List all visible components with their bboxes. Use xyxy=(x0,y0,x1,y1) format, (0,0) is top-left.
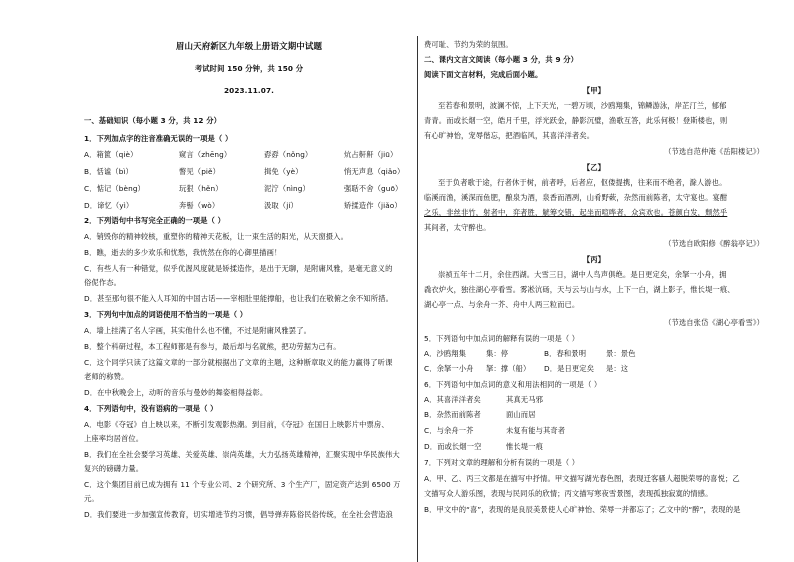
passage-jia-line: 有心旷神怡，宠辱偕忘，把酒临风，其喜洋洋者矣。 xyxy=(424,131,595,140)
right-column xyxy=(424,0,764,562)
q3-option-a: A．墙上挂满了名人字画，其实他什么也不懂，不过是附庸风雅罢了。 xyxy=(84,326,311,335)
section2-heading: 二、课内文言文阅读（每小题 3 分，共 9 分） xyxy=(424,55,579,64)
q1-row-c xyxy=(84,184,402,194)
q1-option: 窥言（zhēng） xyxy=(179,150,232,159)
q6-option: 未复有能与其奇者 xyxy=(506,426,566,435)
q1-row-d xyxy=(84,201,402,211)
q5-option: 拏：撑（船） xyxy=(486,364,531,373)
left-column xyxy=(84,0,414,562)
q5-option: 是：这 xyxy=(606,364,629,373)
q7-option-a: A．甲、乙、丙三文都是在描写中抒情。甲文描写湖光春色图，表现迁客骚人超脱荣辱的喜悦；乙 xyxy=(424,474,740,483)
q2-option-c-cont: 俗伲作态。 xyxy=(84,278,121,287)
question-1: 1．下列加点字的注音准确无误的一项是（ ） xyxy=(84,134,233,143)
q1-option: 玩狠（hěn） xyxy=(179,184,223,193)
q7-option-a-cont: 文描写众人游乐图，表现与民同乐的欣情；丙文描写寒夜雪景图，表现孤独寂寞的情感。 xyxy=(424,489,713,498)
carryover-line: 费可耻、节约为荣的氛围。 xyxy=(424,40,513,49)
q1-option: 强聒不舍（guō） xyxy=(344,184,403,193)
q6-row-a xyxy=(424,395,543,405)
q4-option-b: B．我们在全社会要学习英雄、关爱英雄、崇尚英雄，大力弘扬英雄精神，汇聚实现中华民族伟大 xyxy=(84,450,400,459)
q6-row-d xyxy=(424,442,543,452)
q5-option: B．春和景明 xyxy=(544,349,587,358)
q1-option: 泥泞（nìng） xyxy=(264,184,310,193)
q1-option: A．箱篋（qiè） xyxy=(84,150,138,159)
q1-option: 矫揉造作（jiǎo） xyxy=(344,201,402,210)
passage-bing-source: （节选自张岱《湖心亭看雪》） xyxy=(664,318,764,327)
q2-option-a: A．销毁你的精神较核，重塑你的精神天花板，让一束生活的阳光，从天窗摄入。 xyxy=(84,232,348,241)
passage-bing-line: 湖心亭一点、与余舟一芥、舟中人两三粒而已。 xyxy=(424,300,580,309)
passage-jia-source: （节选自范仲淹《岳阳楼记》） xyxy=(664,147,764,156)
q6-row-c xyxy=(424,426,565,436)
q4-option-a: A．电影《夺冠》自上映以来，不断引发观影热潮。到目前，《夺冠》在国日上映影片中票房、 xyxy=(84,420,389,429)
q6-option: A．其喜洋洋者矣 xyxy=(424,395,481,404)
q1-option: 孬孬（nǒng） xyxy=(264,150,313,159)
q4-option-c: C．这个集团目前已成为拥有 11 个专业公司、2 个研究所、3 个生产厂，固定资产达到 6500 万 xyxy=(84,480,401,489)
q2-option-b: B．瞧，逝去的多少欢乐和忧愁，我恍然在你的心御里描画！ xyxy=(84,248,282,257)
q1-option: 瞥见（piě） xyxy=(179,167,221,176)
passage-yi-line: 至于负者歌于途，行者休于树，前者呼，后者应，伛偻提携，往来而不绝者，滁人游也。 xyxy=(438,178,727,187)
passage-bing-line: 毳衣炉火，独往湖心亭看雪。雾凇沆砀，天与云与山与水，上下一白，湖上影子，惟长堤一痕、 xyxy=(424,285,735,294)
q6-option: 惟长堤一痕 xyxy=(506,442,543,451)
q1-option: 炕占鼾鼾（jiū） xyxy=(344,150,398,159)
q1-option: D．谛忆（yì） xyxy=(84,201,134,210)
q4-option-c-cont: 元。 xyxy=(84,494,99,503)
q5-option: C．余拏一小舟 xyxy=(424,364,474,373)
q1-row-a xyxy=(84,150,397,160)
q5-option: 景：景色 xyxy=(606,349,636,358)
q6-row-b xyxy=(424,410,536,420)
passage-jia-label: 【甲】 xyxy=(582,86,606,95)
q7-option-b: B．甲文中的“喜”，表现的是良辰美景使人心旷神怡、荣辱一并都忘了；乙文中的“醉”，表现的是 xyxy=(424,505,741,514)
passage-yi-label: 【乙】 xyxy=(582,163,606,172)
q5-option: D．是日更定矣 xyxy=(544,364,595,373)
q5-row-2 xyxy=(424,364,628,374)
q6-option: C．与余舟一芥 xyxy=(424,426,474,435)
passage-yi-line: 临溪而渔，溪深而鱼肥，酿泉为酒，泉香而酒冽，山肴野蔌，杂然而前陈者，太守宴也。宴酣 xyxy=(424,193,728,202)
section1-heading: 一、基础知识（每小题 3 分，共 12 分） xyxy=(84,116,222,125)
q2-option-d: D．甚至那句很不能入人耳知的中国古话——宰相肚里能撑船，也让我们在敬俯之余不知所措。 xyxy=(84,294,393,303)
passage-yi-source: （节选自欧阳修《醉翁亭记》） xyxy=(664,239,764,248)
q5-option: A．沙鸥翔集 xyxy=(424,349,467,358)
question-3: 3．下列句中加点的词语使用不恰当的一项是（ ） xyxy=(84,310,248,319)
passage-bing-label: 【丙】 xyxy=(582,255,606,264)
q6-option: 其真无马邪 xyxy=(506,395,543,404)
passage-yi-line: 其间者，太守醉也。 xyxy=(424,223,491,232)
question-6: 6．下列语句中加点词的意义和用法相同的一项是（ ） xyxy=(424,380,602,389)
q3-option-c-cont: 老师的称赞。 xyxy=(84,372,129,381)
q1-option: 揖免（yè） xyxy=(264,167,303,176)
q3-option-d: D．在中秋晚会上，动听的音乐与曼妙的舞姿相得益彰。 xyxy=(84,388,268,397)
exam-date: 2023.11.07. xyxy=(223,86,275,95)
q5-row-1 xyxy=(424,349,636,359)
passage-jia-line: 至若春和景明，波澜不惊，上下天光，一碧万顷，沙鸥翔集，锦鳞游泳，岸芷汀兰，郁郁 xyxy=(438,101,727,110)
q3-option-c: C．这个同学只读了这篇文章的一部分就根据出了文章的主题，这种断章取义的能力赢得了听课 xyxy=(84,358,393,367)
q1-option: 汲取（jí） xyxy=(264,201,298,210)
question-7: 7．下列对文章的理解和分析有误的一项是（ ） xyxy=(424,458,580,467)
question-5: 5．下列语句中加点词的解释有误的一项是（ ） xyxy=(424,334,580,343)
q1-row-b xyxy=(84,167,404,177)
q3-option-b: B．整个科研过程，本工程师都是有参与，最后却与名就熊，把功劳据为己有。 xyxy=(84,342,341,351)
q1-option: C．惦记（bèng） xyxy=(84,184,145,193)
q6-option: B．杂然而前陈者 xyxy=(424,410,481,419)
q1-option: 奔髻（wò） xyxy=(179,201,220,210)
q1-option: 悄无声息（qiǎo） xyxy=(344,167,405,176)
passage-yi-line: 之乐，非丝非竹，射者中，弈者胜，觥筹交错，起坐而喧哗者，众宾欢也。苍颜白发，颓然乎 xyxy=(424,208,728,217)
q5-option: 集：停 xyxy=(486,349,509,358)
exam-info: 考试时间 150 分钟，共 150 分 xyxy=(194,64,304,73)
question-2: 2．下列语句中书写完全正确的一项是（ ） xyxy=(84,216,225,225)
q1-option: B．恬谧（bì） xyxy=(84,167,133,176)
q4-option-b-cont: 复兴的磅礴力量。 xyxy=(84,464,144,473)
q4-option-d: D．我们要进一步加强宣传教育，切实增进节约习惯，倡导弹弃陈俗民俗传统，在全社会营造浪 xyxy=(84,510,393,519)
reading-instruction: 阅读下面文言材料，完成后面小题。 xyxy=(424,70,543,79)
q6-option: D．而或长烟一空 xyxy=(424,442,482,451)
passage-jia-line: 青青。而或长烟一空，皓月千里，浮光跃金，静影沉璧，渔歌互答，此乐何极！登斯楼也，则 xyxy=(424,116,728,125)
column-divider xyxy=(417,36,418,562)
q6-option: 面山而居 xyxy=(506,410,536,419)
exam-title: 眉山天府新区九年级上册语文期中试题 xyxy=(175,42,323,52)
question-4: 4．下列语句中，没有语病的一项是（ ） xyxy=(84,404,218,413)
q4-option-a-cont: 上座率均居首位。 xyxy=(84,434,144,443)
q2-option-c: C．有些人有一种错觉，似乎优渥风度就是矫揉造作，是出于无聊，是附庸风雅，是毫无意义的 xyxy=(84,264,393,273)
passage-bing-line: 崇祯五年十二月，余住西湖。大雪三日，湖中人鸟声俱绝。是日更定矣，余拏一小舟，拥 xyxy=(438,270,727,279)
